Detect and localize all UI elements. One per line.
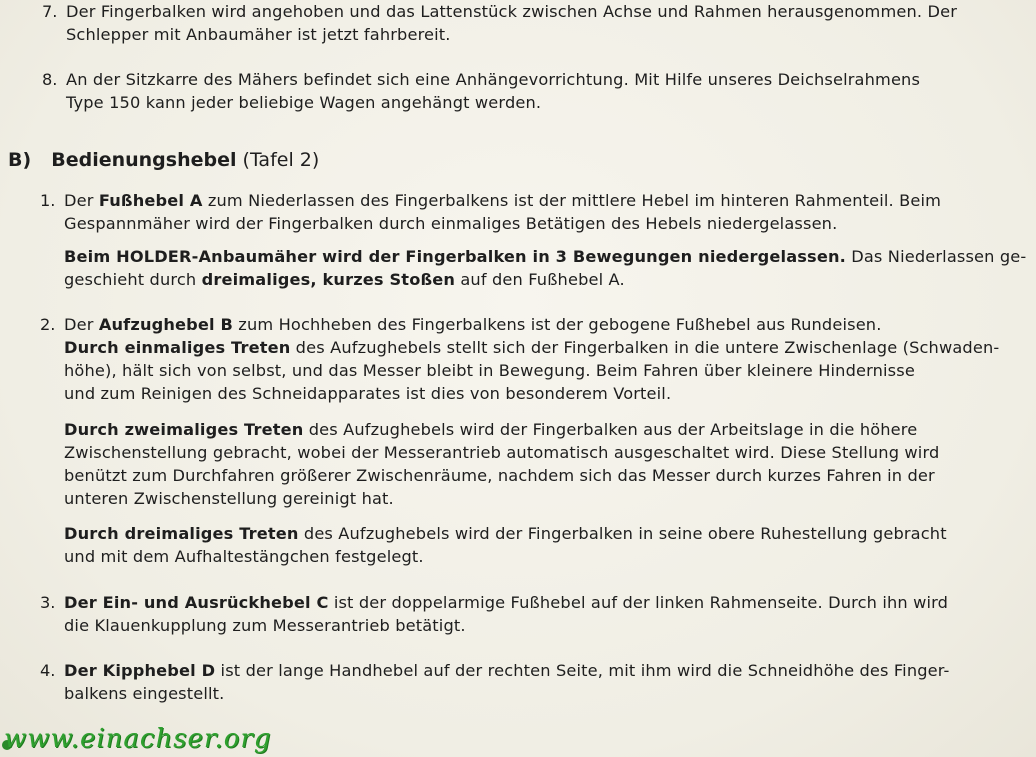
b1-p2-bold: Beim HOLDER-Anbaumäher wird der Fingerbalken in 3 Bewegungen niedergelassen.	[64, 247, 846, 266]
b2-p3-bold: Durch dreimaliges Treten	[64, 524, 299, 543]
item-8-number: 8.	[42, 70, 58, 89]
b3-line-1-post: ist der doppelarmige Fußhebel auf der linken Rahmenseite. Durch ihn wird	[328, 593, 949, 612]
b2-number: 2.	[40, 315, 56, 334]
b1-p2-l2-post: auf den Fußhebel A.	[455, 270, 625, 289]
b1-paragraph-2	[64, 245, 1028, 291]
b2-line-1-pre: Der	[64, 315, 99, 334]
b1-text	[64, 189, 1028, 235]
b2-p2-bold: Durch zweimaliges Treten	[64, 420, 304, 439]
b4-line-1-bold: Der Kipphebel D	[64, 661, 216, 680]
b2-line-2	[64, 336, 1028, 359]
b1-p2-l2-bold: dreimaliges, kurzes Stoßen	[201, 270, 456, 289]
item-7-text	[66, 0, 1028, 46]
item-8-line-1: An der Sitzkarre des Mähers befindet sich eine Anhängevorrichtung. Mit Hilfe unseres Deichselrahmens	[66, 70, 921, 89]
b4-number: 4.	[40, 661, 56, 680]
b1-line-1	[64, 189, 1028, 212]
b2-line-1	[64, 313, 1028, 336]
section-b-title: Bedienungshebel	[51, 149, 237, 171]
b2-paragraph-2	[64, 418, 1028, 510]
b4-line-1	[64, 659, 1028, 682]
b1-p2-l2-pre: geschieht durch	[64, 270, 202, 289]
b1-line-2: Gespannmäher wird der Fingerbalken durch einmaliges Betätigen des Hebels niedergelassen.	[64, 214, 838, 233]
b3-number: 3.	[40, 593, 56, 612]
b4-text	[64, 659, 1028, 705]
item-7-number: 7.	[42, 2, 58, 21]
b2-p2-line-1	[64, 418, 1028, 441]
b2-line-1-post: zum Hochheben des Fingerbalkens ist der gebogene Fußhebel aus Rundeisen.	[233, 315, 882, 334]
b1-p2-line-2	[64, 268, 1028, 291]
b2-p3-post: des Aufzughebels wird der Fingerbalken in seine obere Ruhestellung gebracht	[298, 524, 947, 543]
b3-text	[64, 591, 1028, 637]
item-7-line-2: Schlepper mit Anbaumäher ist jetzt fahrbereit.	[66, 25, 451, 44]
b1-p2-line-1	[64, 245, 1028, 268]
b2-line-4: und zum Reinigen des Schneidapparates ist dies von besonderem Vorteil.	[64, 384, 672, 403]
b2-p3-line-2: und mit dem Aufhaltestängchen festgelegt.	[64, 547, 424, 566]
b2-p3-line-1	[64, 522, 1028, 545]
b4-line-2: balkens eingestellt.	[64, 684, 225, 703]
item-7-line-1: Der Fingerbalken wird angehoben und das Lattenstück zwischen Achse und Rahmen herausgenommen. Der	[66, 2, 958, 21]
b1-p2-post: Das Niederlassen ge-	[845, 247, 1027, 266]
b2-paragraph-3	[64, 522, 1028, 568]
b1-line-1-bold: Fußhebel A	[98, 191, 203, 210]
section-b-tafel: (Tafel 2)	[242, 149, 320, 171]
b2-line-2-post: des Aufzughebels stellt sich der Fingerbalken in die untere Zwischenlage (Schwaden-	[290, 338, 1000, 357]
b2-p2-post: des Aufzughebels wird der Fingerbalken aus der Arbeitslage in die höhere	[303, 420, 918, 439]
section-b-heading	[8, 147, 319, 173]
b1-number: 1.	[40, 191, 56, 210]
b3-line-2: die Klauenkupplung zum Messerantrieb betätigt.	[64, 616, 466, 635]
b2-line-1-bold: Aufzughebel B	[98, 315, 233, 334]
b1-line-1-post: zum Niederlassen des Fingerbalkens ist der mittlere Hebel im hinteren Rahmenteil. Beim	[202, 191, 942, 210]
b2-line-3: höhe), hält sich von selbst, und das Messer bleibt in Bewegung. Beim Fahren über kleinere Hindernisse	[64, 361, 915, 380]
section-b-label: B)	[8, 149, 32, 171]
b1-line-1-pre: Der	[64, 191, 99, 210]
b2-p2-line-2: Zwischenstellung gebracht, wobei der Messerantrieb automatisch ausgeschaltet wird. Diese Stellung wird	[64, 443, 940, 462]
item-8-line-2: Type 150 kann jeder beliebige Wagen angehängt werden.	[66, 93, 542, 112]
b3-line-1	[64, 591, 1028, 614]
b2-p2-line-3: benützt zum Durchfahren größerer Zwischenräume, nachdem sich das Messer durch kurzes Fahren in der	[64, 466, 935, 485]
b4-line-1-post: ist der lange Handhebel auf der rechten Seite, mit ihm wird die Schneidhöhe des Finger-	[215, 661, 950, 680]
b2-line-2-bold: Durch einmaliges Treten	[64, 338, 291, 357]
item-8-text	[66, 68, 1028, 114]
b3-line-1-bold: Der Ein- und Ausrückhebel C	[64, 593, 329, 612]
watermark-url[interactable]: www.einachser.org	[4, 724, 272, 754]
b2-text	[64, 313, 1028, 405]
b2-p2-line-4: unteren Zwischenstellung gereinigt hat.	[64, 489, 394, 508]
